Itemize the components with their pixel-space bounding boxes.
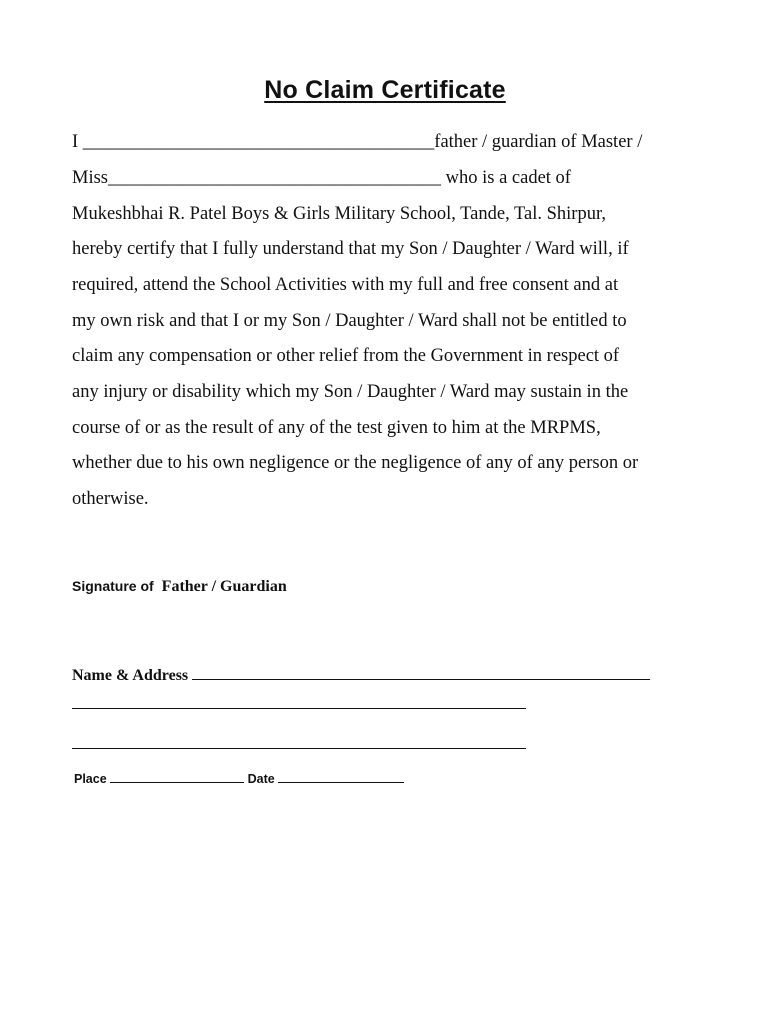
place-blank [110, 781, 244, 783]
body-line-6: my own risk and that I or my Son / Daughter / Ward shall not be entitled to [72, 311, 627, 331]
body-line-7: claim any compensation or other relief from the Government in respect of [72, 346, 620, 366]
body-line-3: Mukeshbhai R. Patel Boys & Girls Military School, Tande, Tal. Shirpur, [72, 204, 606, 224]
date-blank [278, 781, 404, 783]
body-line-8: any injury or disability which my Son / Daughter / Ward may sustain in the [72, 382, 629, 402]
name-address-blank [192, 678, 650, 680]
place-date-row [74, 771, 404, 787]
signature-label-prefix: Signature of [72, 578, 154, 594]
name-address-row [72, 666, 650, 686]
body-line-11: otherwise. [72, 489, 149, 509]
body-line-4: hereby certify that I fully understand that my Son / Daughter / Ward will, if [72, 239, 629, 259]
address-blank-line-1 [72, 708, 526, 709]
date-label: Date [247, 772, 275, 786]
address-blank-line-2 [72, 748, 526, 749]
body-line-9: course of or as the result of any of the test given to him at the MRPMS, [72, 418, 601, 438]
body-line-10: whether due to his own negligence or the negligence of any of any person or [72, 453, 639, 473]
signature-label-role: Father / Guardian [161, 578, 287, 595]
body-line-2: Miss____________________________________ who is a cadet of [72, 168, 571, 188]
place-label: Place [74, 772, 107, 786]
signature-label [72, 576, 287, 597]
document-title: No Claim Certificate [264, 76, 506, 104]
body-line-1: I ______________________________________father / guardian of Master / [72, 132, 643, 152]
name-address-label: Name & Address [72, 667, 189, 684]
body-line-5: required, attend the School Activities with my full and free consent and at [72, 275, 619, 295]
